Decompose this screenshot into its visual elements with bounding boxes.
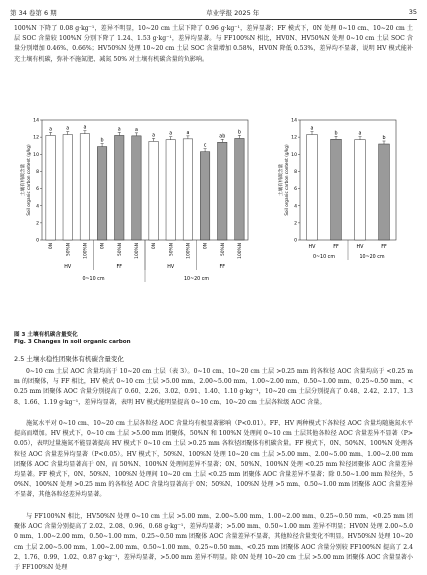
category-label: FF bbox=[381, 245, 387, 250]
y-tick-label: 0 bbox=[294, 238, 297, 244]
significance-letter: a bbox=[310, 126, 314, 132]
category-label: 100%N bbox=[186, 243, 192, 259]
bar bbox=[115, 135, 124, 240]
y-tick-label: 14 bbox=[33, 118, 39, 124]
running-header bbox=[10, 6, 417, 18]
depth-label: 10~20 cm bbox=[359, 255, 385, 260]
depth-label: 10~20 cm bbox=[183, 277, 210, 282]
bar bbox=[80, 134, 89, 240]
significance-letter: a bbox=[169, 131, 173, 137]
y-axis-label-cn: 土壤有机碳含量 bbox=[21, 163, 26, 197]
significance-letter: a bbox=[66, 126, 70, 132]
header-page-number: 35 bbox=[408, 8, 417, 16]
y-tick-label: 14 bbox=[291, 118, 297, 124]
category-label: 50%N bbox=[169, 243, 175, 257]
section-heading: 2.5 土壤水稳性团聚体有机碳含量变化 bbox=[14, 355, 124, 363]
category-label: 100%N bbox=[134, 243, 140, 259]
category-label: 50%N bbox=[220, 243, 226, 257]
left-bar-chart bbox=[19, 118, 248, 282]
mode-label: FF bbox=[219, 265, 226, 270]
bar bbox=[63, 135, 72, 240]
y-tick-label: 0 bbox=[36, 238, 39, 244]
significance-letter: c bbox=[203, 143, 207, 149]
bar bbox=[46, 135, 55, 240]
significance-letter: b bbox=[237, 130, 241, 136]
y-tick-label: 8 bbox=[36, 170, 39, 176]
paragraph-2: 施氮水平对 0~10 cm、10~20 cm 土层各粒径 AOC 含量均有极显著影响（P<0.01）。FF、HV 两种模式下各粒径 AOC 含量均随施氮水平提高而增加。HV 模式下，0~10 cm 土层 >5.00 mm 团聚体，50%N 和 100%N 处理间 0~10 cm 土层其他各粒径 AOC 含量差异不显著（P>0.05），表明过量施氮不能显著提高 HV 模式下 0~10 cm 土层 >0.25 mm 各粒径团聚体有机碳含量。FF 模式下，0N、50%N、100%N 处理各粒径 AOC 含量差异均显著（P<0.05）。HV 模式下，50%N、100%N 处理 10~20 cm 土层 >5.00 mm、2.00~5.00 mm、1.00~2.00 mm 团聚体 AOC 含量均显著高于 0N，而 50%N、100%N 处理间差异不显著；0N、50%N、100%N 处理 <0.25 mm 粒径团聚体 AOC 含量差异均显著。FF 模式下，0N、50%N、100%N 处理间 10~20 cm 土层 <0.25 mm 团聚体 AOC 含量差异不显著；除 0.50~1.00 mm 粒径外，50%N、100%N 处理 >0.25 mm 的各粒径 AOC 含量均显著高于 0N；50%N、100%N 处理 >5 mm、0.50~1.00 mm 团聚体 AOC 含量差异不显著，其他各粒径差异均显著。 bbox=[14, 420, 413, 499]
category-label: 100%N bbox=[237, 243, 243, 259]
right-bar-chart bbox=[277, 118, 396, 260]
bar bbox=[132, 136, 141, 240]
paragraph-3: 与 FF100%N 相比，HV50%N 处理 0~10 cm 土层 >5.00 mm、2.00~5.00 mm、1.00~2.00 mm、0.25~0.50 mm、<0.25 mm 团聚体 AOC 含量分别提高了 2.02、2.08、0.96、0.68 g·kg⁻¹，差异均显著；>5.00 mm、0.50~1.00 mm 差异不明显；HV0N 处理 2.00~5.00 mm、1.00~2.00 mm、0.50~1.00 mm、0.25~0.50 mm 团聚体 AOC 含量差异不显著，其他粒径含量变化不明显。HV50%N 处理 10~20 cm 土层 2.00~5.00 mm、1.00~2.00 mm、0.50~1.00 mm、0.25~0.50 mm、<0.25 mm 团聚体 AOC 含量分别较 FF100%N 提高了 2.42、1.76、0.99、1.02、0.87 g·kg⁻¹，差异均显著，>5.00 mm 差异不明显。除 0N 处理 10~20 cm 土层 >5.00 mm 团聚体 AOC 含量显著小于 FF100%N 处理 bbox=[14, 513, 413, 572]
significance-letter: a bbox=[152, 133, 156, 139]
y-axis-label-cn: 土壤有机碳含量 bbox=[279, 163, 284, 197]
bar bbox=[149, 141, 158, 240]
category-label: 0N bbox=[203, 243, 209, 250]
y-tick-label: 8 bbox=[294, 170, 297, 176]
significance-letter: a bbox=[358, 131, 362, 137]
figure-caption-cn: 图 3 土壤有机碳含量变化 bbox=[14, 332, 78, 338]
paragraph-1: 0~10 cm 土层 AOC 含量均高于 10~20 cm 土层（表 3）。0~10 cm、10~20 cm 土层 >0.25 mm 的各粒径 AOC 含量均高于 <0.25 mm 的团聚体，与 FF 相比，HV 模式 0~10 cm 土层 >5.00 mm、2.00~5.00 mm、1.00~2.00 mm、0.50~1.00 mm、0.25~0.50 mm、<0.25 mm 团聚体 AOC 含量分别提高了 0.60、2.26、3.02、0.91、1.40、1.10 g·kg⁻¹，10~20 cm 土层分别提高了 0.48、2.42、2.17、1.38、1.66、1.19 g·kg⁻¹，差异均显著，表明 HV 模式能明显提高 0~10 cm、10~20 cm 土层各粒级 AOC 含量。 bbox=[14, 368, 413, 406]
bar bbox=[307, 135, 318, 240]
depth-label: 0~10 cm bbox=[312, 255, 336, 260]
significance-letter: a bbox=[83, 125, 87, 131]
significance-letter: a bbox=[186, 130, 190, 136]
y-axis-label-en: Soil organic carbon content (g/kg) bbox=[26, 144, 31, 216]
y-axis-label-en: Soil organic carbon content (g/kg) bbox=[284, 144, 289, 216]
bar bbox=[355, 140, 366, 240]
y-tick-label: 4 bbox=[36, 204, 39, 210]
header-rule bbox=[10, 19, 417, 20]
category-label: HV bbox=[308, 245, 316, 250]
y-tick-label: 6 bbox=[294, 187, 297, 193]
y-tick-label: 12 bbox=[33, 135, 39, 141]
y-tick-label: 6 bbox=[36, 187, 39, 193]
significance-letter: ab bbox=[219, 134, 226, 140]
significance-letter: a bbox=[49, 127, 53, 133]
category-label: 0N bbox=[100, 243, 106, 250]
figure-3-soil-organic-carbon bbox=[14, 108, 414, 340]
category-label: FF bbox=[333, 245, 339, 250]
y-tick-label: 10 bbox=[291, 152, 297, 158]
header-volume: 第 34 卷第 6 期 bbox=[10, 8, 57, 17]
y-tick-label: 2 bbox=[36, 221, 39, 227]
category-label: 50%N bbox=[117, 243, 123, 257]
y-tick-label: 2 bbox=[294, 221, 297, 227]
depth-label: 0~10 cm bbox=[82, 277, 105, 282]
y-tick-label: 10 bbox=[33, 152, 39, 158]
significance-letter: b bbox=[334, 131, 338, 137]
significance-letter: b bbox=[382, 136, 386, 141]
bar bbox=[166, 140, 175, 240]
mode-label: HV bbox=[64, 265, 72, 270]
y-tick-label: 4 bbox=[294, 204, 297, 210]
bar bbox=[97, 147, 106, 240]
significance-letter: a bbox=[134, 127, 138, 133]
category-label: 0N bbox=[49, 243, 55, 250]
figure-caption-en: Fig. 3 Changes in soil organic carbon bbox=[14, 339, 131, 345]
y-tick-label: 12 bbox=[291, 135, 297, 141]
bar bbox=[235, 138, 244, 240]
mode-label: HV bbox=[167, 265, 175, 270]
header-journal: 草业学报 2025 年 bbox=[206, 8, 260, 17]
plot-frame bbox=[42, 120, 248, 240]
bar bbox=[331, 139, 342, 240]
bar bbox=[183, 139, 192, 240]
category-label: HV bbox=[356, 245, 364, 250]
intro-paragraph: 100%N 下降了 0.08 g·kg⁻¹，差异不明显，10~20 cm 土层下降了 0.96 g·kg⁻¹，差异显著；FF 模式下，0N 处理 0~10 cm、10~20 cm 土层 SOC 含量较 100%N 分别下降了 1.24、1.53 g·kg⁻¹，差异均显著。与 FF100%N 相比，HV0N、HV50%N 处理 0~10 cm 土层 SOC 含量分别增加 0.46%、0.66%；HV50%N 处理 10~20 cm 土层 SOC 含量增加 0.58%，HV0N 降低 0.53%，差异均不显著，说明 HV 模式能补充土壤有机碳，弥补不施氮肥、减氮 50% 对土壤有机碳含量的负影响。 bbox=[14, 25, 413, 63]
mode-label: FF bbox=[116, 265, 123, 270]
bar bbox=[218, 142, 227, 240]
bar bbox=[200, 152, 209, 240]
category-label: 50%N bbox=[66, 243, 72, 257]
bar bbox=[379, 144, 390, 240]
category-label: 0N bbox=[152, 243, 158, 250]
category-label: 100%N bbox=[83, 243, 89, 259]
significance-letter: b bbox=[100, 138, 104, 144]
significance-letter: a bbox=[117, 127, 121, 133]
